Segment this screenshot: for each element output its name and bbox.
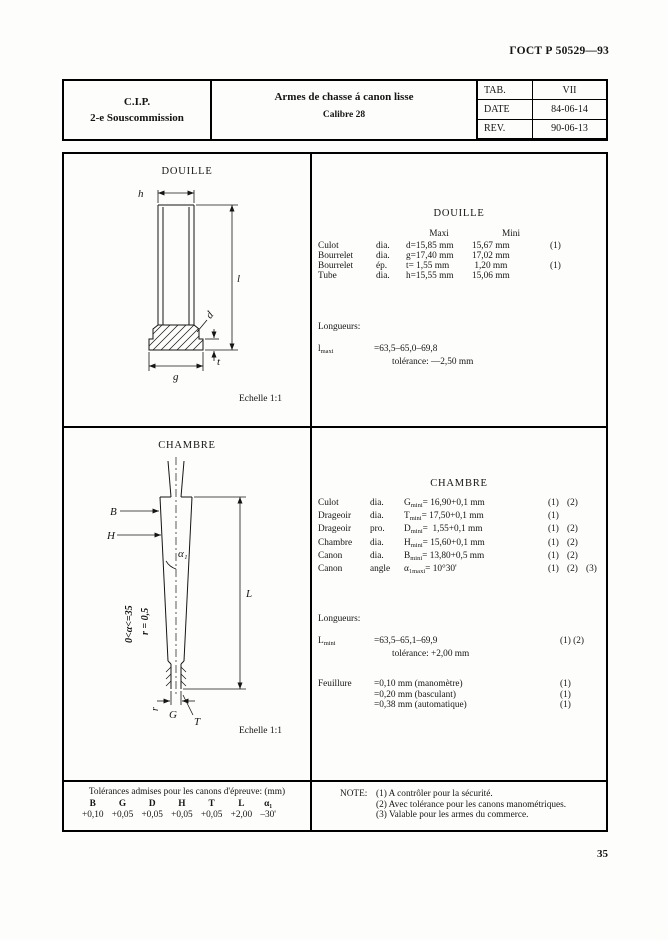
dim-label-r: r	[150, 707, 161, 711]
row-note-2: (2)	[567, 524, 578, 535]
row-symbol-sub: mini	[410, 502, 423, 509]
table-row	[312, 242, 606, 252]
row-symbol-sub: mini	[410, 554, 423, 562]
org-name: C.I.P.	[123, 96, 151, 108]
meta-row	[478, 120, 606, 139]
chambre-section	[64, 428, 606, 782]
douille-table-head	[312, 229, 606, 239]
meta-label: REV.	[478, 120, 533, 138]
meta-value: 90-06-13	[551, 123, 588, 135]
header-org-cell	[64, 81, 212, 139]
note-line: (1) A contrôler pour la sécurité.	[376, 789, 493, 799]
length-sym-sub: maxi	[320, 347, 334, 355]
row-number: = 15,60+0,1 mm	[422, 537, 485, 548]
length-value: =63,5–65,0–69,8	[374, 343, 438, 354]
chambre-table-cell	[312, 428, 606, 780]
row-number: = 13,80+0,5 mm	[422, 550, 485, 561]
row-note: (1)	[550, 241, 561, 251]
dim-label-H: H	[107, 530, 115, 542]
spec-sheet	[62, 152, 608, 832]
tolerance-value: +0,05	[200, 810, 223, 820]
row-note-2: (2)	[567, 550, 578, 561]
row-note-2: (2)	[567, 498, 578, 508]
row-mini: 15,67 mm	[472, 241, 510, 251]
dim-label-l: l	[237, 273, 241, 285]
meta-value: VII	[562, 84, 577, 96]
feuillure-note: (1)	[560, 679, 571, 690]
header-table	[62, 79, 608, 141]
row-note-1: (1)	[548, 498, 559, 508]
angle-constraint-label: 0<α<=35	[124, 605, 135, 643]
header-meta	[478, 81, 606, 139]
dim-label-g: g	[173, 371, 179, 383]
feuillure-row	[374, 690, 602, 701]
length-sym-sub: mini	[323, 640, 336, 648]
row-maxi: d=15,85 mm	[406, 241, 454, 251]
row-name: Drageoir	[318, 511, 352, 522]
dim-label-L: L	[246, 588, 253, 600]
row-name: Culot	[318, 498, 339, 508]
doc-number: ГОСТ Р 50529—93	[509, 45, 609, 57]
row-symbol: G	[404, 498, 411, 508]
tolerance-symbol: D	[148, 799, 156, 809]
row-symbol-sub: mini	[410, 528, 423, 536]
row-symbol: T	[404, 511, 410, 522]
dim-label-d: d	[203, 309, 217, 322]
chambre-drawing	[64, 453, 312, 733]
tolerance-column	[112, 799, 134, 821]
row-kind: pro.	[370, 524, 385, 535]
chambre-scale: Echelle 1:1	[239, 726, 282, 736]
feuillure-row	[374, 679, 602, 690]
meta-label: DATE	[478, 100, 533, 118]
row-note-2	[567, 511, 586, 524]
tolerance-column	[82, 799, 104, 821]
table-row	[312, 564, 606, 577]
row-mini: 1,20 mm	[472, 260, 508, 271]
row-kind: angle	[370, 564, 391, 575]
org-subcommission: 2-e Souscommission	[90, 112, 184, 124]
length-sym-letter: l	[318, 343, 321, 354]
footer-tolerances-cell	[64, 782, 312, 830]
row-value	[404, 538, 548, 551]
footer-notes-cell	[312, 782, 606, 830]
page-number: 35	[597, 848, 608, 860]
feuillure-rows	[374, 679, 602, 711]
row-mini: 15,06 mm	[472, 270, 510, 281]
table-row	[312, 511, 606, 524]
note-label: NOTE:	[340, 789, 368, 799]
tolerance-symbol: B	[89, 799, 96, 809]
length-symbol	[318, 344, 374, 357]
note-line: (2) Avec tolérance pour les canons manométriques.	[376, 799, 567, 810]
dim-label-T: T	[194, 716, 201, 728]
tolerance-column	[171, 799, 193, 821]
row-note-3	[586, 511, 602, 524]
row-name: Bourrelet	[318, 260, 354, 271]
tolerance-value: –30'	[260, 810, 276, 820]
row-kind: dia.	[376, 250, 390, 261]
length-notes: (1) (2)	[560, 636, 585, 647]
longueurs-label: Longueurs:	[318, 614, 361, 625]
row-number: = 10°30'	[425, 564, 457, 575]
table-row	[312, 524, 606, 537]
row-value	[404, 524, 548, 537]
row-note-3	[586, 538, 602, 551]
row-mini: 17,02 mm	[472, 250, 510, 261]
douille-case-outline	[149, 205, 203, 350]
row-note-1: (1)	[548, 564, 559, 575]
tolerance-column	[141, 799, 163, 821]
feuillure-value: =0,20 mm (basculant)	[374, 689, 456, 700]
douille-base-hatching	[130, 323, 220, 357]
feuillure-row	[374, 700, 602, 711]
dim-label-G: G	[169, 709, 177, 721]
table-row	[312, 262, 606, 272]
feuillure-value: =0,10 mm (manomètre)	[374, 679, 463, 690]
dim-label-B: B	[110, 506, 117, 518]
radius-label: r = 0,5	[140, 607, 151, 635]
tolerance-value: +0,05	[141, 810, 163, 820]
note-lines	[376, 789, 566, 821]
row-kind: dia.	[376, 270, 390, 281]
douille-table-title: DOUILLE	[433, 208, 485, 219]
douille-table-cell	[312, 154, 606, 426]
douille-drawing-cell	[64, 154, 312, 426]
douille-scale: Echelle 1:1	[239, 394, 282, 404]
row-value	[404, 511, 548, 524]
row-name: Drageoir	[318, 524, 352, 535]
row-name: Canon	[318, 564, 343, 575]
meta-row	[478, 100, 606, 119]
row-note-3	[586, 498, 602, 511]
row-maxi: h=15,55 mm	[406, 270, 454, 281]
row-maxi: g=17,40 mm	[406, 250, 454, 261]
feuillure-label: Feuillure	[318, 679, 352, 690]
douille-drawing	[64, 179, 312, 385]
row-symbol-sub: maxi	[412, 568, 426, 576]
doc-calibre: Calibre 28	[322, 110, 366, 120]
chambre-tolerance: tolérance: +2,00 mm	[392, 649, 470, 660]
row-kind: ép.	[376, 260, 388, 271]
row-symbol: H	[404, 537, 411, 548]
table-row	[312, 551, 606, 564]
row-symbol: α₁	[404, 564, 413, 575]
row-note-3: (3)	[586, 564, 597, 575]
douille-section	[64, 154, 606, 428]
meta-value: 84-06-14	[551, 103, 588, 115]
tolerance-value: +2,00	[230, 810, 253, 820]
row-name: Canon	[318, 550, 343, 561]
head-spacer	[318, 229, 406, 239]
row-name: Bourrelet	[318, 250, 354, 261]
row-note-1: (1)	[548, 524, 559, 535]
meta-row	[478, 81, 606, 100]
row-kind: dia.	[370, 537, 384, 548]
row-maxi: t= 1,55 mm	[406, 260, 450, 271]
row-note	[550, 272, 606, 282]
row-note-3	[586, 524, 602, 537]
doc-title: Armes de chasse á canon lisse	[274, 91, 414, 103]
douille-tolerance: tolérance: —2,50 mm	[392, 356, 474, 367]
length-symbol	[318, 636, 374, 649]
note-block	[312, 782, 606, 821]
longueurs-label: Longueurs:	[318, 321, 361, 332]
row-name: Chambre	[318, 537, 353, 548]
row-note-1: (1)	[548, 537, 559, 548]
feuillure-value: =0,38 mm (automatique)	[374, 700, 467, 711]
tolerance-symbol: L	[238, 799, 245, 809]
dim-label-h: h	[138, 188, 144, 200]
col-header-maxi: Maxi	[429, 229, 449, 239]
tolerance-value: +0,10	[82, 810, 104, 820]
feuillure-note: (1)	[560, 700, 571, 711]
row-kind: dia.	[370, 550, 384, 561]
meta-label: TAB.	[478, 81, 533, 99]
table-row	[312, 252, 606, 262]
header-title-cell	[212, 81, 478, 139]
row-symbol: D	[404, 524, 411, 535]
length-sym-letter: L	[318, 636, 324, 647]
tolerance-value: +0,05	[171, 810, 193, 820]
row-symbol-sub: mini	[409, 515, 422, 523]
col-header-mini: Mini	[501, 229, 521, 239]
tolerances-columns	[64, 797, 310, 821]
table-row	[312, 272, 606, 282]
tolerance-value: +0,05	[111, 810, 134, 820]
row-kind: dia.	[376, 241, 390, 251]
table-row	[312, 498, 606, 511]
tolerance-column	[231, 799, 253, 821]
dim-label-t: t	[217, 356, 221, 368]
feuillure-block	[312, 679, 606, 711]
row-note-2: (2)	[567, 537, 578, 548]
row-note: (1)	[550, 260, 561, 271]
row-number: = 17,50+0,1 mm	[421, 511, 484, 522]
tolerance-column	[260, 799, 276, 821]
row-number: = 1,55+0,1 mm	[422, 524, 483, 535]
row-note-2: (2)	[567, 564, 578, 575]
chambre-length-row	[312, 636, 606, 649]
row-name: Culot	[318, 241, 339, 251]
row-number: = 16,90+0,1 mm	[422, 498, 485, 508]
row-symbol: B	[404, 550, 411, 561]
footer-section	[64, 782, 606, 830]
tolerances-title: Tolérances admises pour les canons d'épreuve: (mm)	[88, 787, 286, 797]
row-note-1: (1)	[548, 550, 559, 561]
row-name: Tube	[318, 270, 337, 281]
note-line: (3) Valable pour les armes du commerce.	[376, 810, 529, 820]
douille-table-rows	[312, 242, 606, 282]
tolerance-symbol: T	[208, 799, 215, 809]
row-value	[404, 498, 548, 511]
douille-length-row	[312, 344, 606, 357]
row-symbol-sub: mini	[410, 541, 423, 549]
row-value	[404, 551, 548, 564]
row-kind: dia.	[370, 511, 384, 522]
row-value	[404, 564, 548, 577]
tolerance-symbol: H	[178, 799, 186, 809]
row-kind: dia.	[370, 498, 384, 508]
tolerance-column	[201, 799, 223, 821]
chambre-drawing-cell	[64, 428, 312, 780]
table-row	[312, 538, 606, 551]
douille-drawing-title: DOUILLE	[161, 166, 213, 177]
dim-label-alpha: α₁	[178, 548, 188, 560]
tolerance-symbol: G	[118, 799, 127, 809]
chambre-table-rows	[312, 498, 606, 577]
row-note-1: (1)	[548, 511, 559, 522]
row-note-3	[586, 551, 602, 564]
chambre-drawing-title: CHAMBRE	[158, 440, 216, 451]
feuillure-note: (1)	[560, 689, 571, 700]
length-value: =63,5–65,1–69,9	[374, 636, 438, 647]
chambre-table-title: CHAMBRE	[430, 478, 488, 489]
tolerance-symbol: α₁	[264, 799, 273, 809]
